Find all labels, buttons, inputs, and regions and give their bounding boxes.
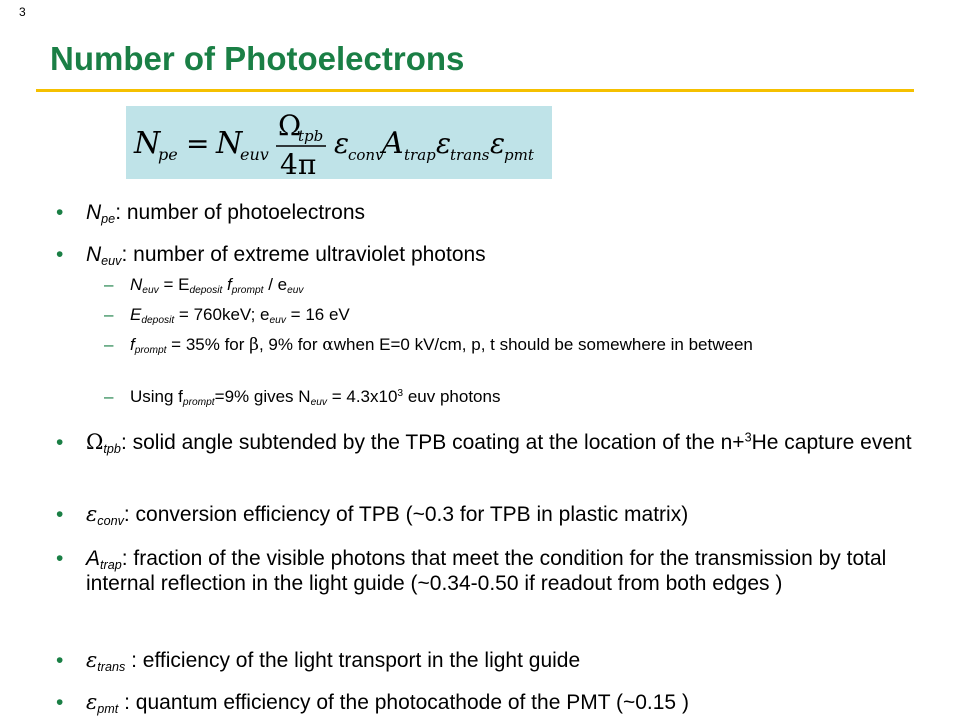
- subscript: prompt: [134, 345, 167, 357]
- subscript: deposit: [141, 315, 175, 327]
- symbol: A: [86, 547, 101, 570]
- dash-marker: –: [104, 305, 114, 324]
- sub-bullet-using-fprompt: [104, 386, 920, 409]
- bullet-dot: •: [56, 649, 64, 672]
- subscript: euv: [310, 397, 327, 409]
- subscript: pe: [101, 211, 116, 226]
- svg-text:A: A: [382, 126, 404, 161]
- subscript: prompt: [182, 397, 215, 409]
- subscript: trans: [97, 659, 126, 674]
- bullet-pmt: [56, 690, 926, 716]
- bullet-dot: •: [56, 431, 64, 454]
- text-part: =9% gives N: [214, 387, 311, 406]
- subscript: euv: [101, 253, 122, 268]
- symbol: N: [86, 201, 102, 224]
- bullet-dot: •: [56, 691, 64, 714]
- dash-marker: –: [104, 275, 114, 294]
- symbol: N: [86, 243, 102, 266]
- subscript: tpb: [103, 441, 121, 456]
- bullet-dot: •: [56, 201, 64, 224]
- svg-text:Ω: Ω: [278, 109, 302, 142]
- svg-text:pmt: pmt: [504, 146, 534, 164]
- beta-symbol: β: [249, 335, 259, 355]
- svg-text:conv: conv: [348, 146, 384, 164]
- bullet-conv: [56, 502, 926, 528]
- dash-marker: –: [104, 335, 114, 354]
- dash-marker: –: [104, 387, 114, 406]
- epsilon-symbol: ε: [86, 648, 98, 672]
- omega-symbol: Ω: [86, 430, 104, 454]
- bullet-npe: [56, 200, 926, 226]
- slide-title: Number of Photoelectrons: [50, 40, 465, 77]
- subscript: pmt: [97, 701, 119, 716]
- epsilon-symbol: ε: [86, 690, 98, 714]
- slide-number: 3: [19, 5, 26, 19]
- subscript: deposit: [189, 285, 223, 297]
- bullet-omega: [56, 430, 926, 456]
- subscript: euv: [269, 315, 286, 327]
- svg-text:ε: ε: [436, 127, 452, 160]
- text-part: = E: [158, 275, 190, 294]
- svg-text:trap: trap: [404, 146, 436, 164]
- subscript: trap: [100, 557, 122, 572]
- bullet-text: : fraction of the visible photons that meet the condition for the transmission by total internal reflection in the light guide (~0.34-0.50 if readout from both edges ): [86, 547, 887, 595]
- bullet-text: : number of extreme ultraviolet photons: [121, 243, 486, 266]
- subscript: euv: [287, 285, 304, 297]
- text-part: euv photons: [403, 387, 501, 406]
- svg-text:euv: euv: [240, 145, 269, 164]
- text-part: / e: [263, 275, 288, 294]
- bullet-text: : efficiency of the light transport in the light guide: [125, 649, 581, 672]
- text-part: = 16 eV: [285, 305, 350, 324]
- bullet-dot: •: [56, 503, 64, 526]
- text-part: Using f: [130, 387, 183, 406]
- bullet-dot: •: [56, 243, 64, 266]
- subscript: conv: [97, 513, 124, 528]
- svg-text:4π: 4π: [280, 148, 317, 179]
- sub-bullet-fprompt: [104, 334, 920, 357]
- bullet-trans: [56, 648, 926, 674]
- svg-text:tpb: tpb: [298, 127, 324, 145]
- text-part: f: [222, 275, 232, 294]
- text-part: when E=0 kV/cm, p, t should be somewhere in between: [333, 335, 753, 354]
- epsilon-symbol: ε: [86, 502, 98, 526]
- text-part: = 35% for: [166, 335, 250, 354]
- svg-text:pe: pe: [158, 145, 178, 164]
- bullet-neuv: [56, 242, 926, 268]
- alpha-symbol: α: [322, 335, 334, 355]
- bullet-text: : number of photoelectrons: [115, 201, 366, 224]
- sub-bullet-neuv-definition: [104, 274, 920, 297]
- bullet-text: : quantum efficiency of the photocathode of the PMT (~0.15 ): [118, 691, 689, 714]
- svg-text:ε: ε: [490, 127, 506, 160]
- text-part: = 760keV; e: [174, 305, 270, 324]
- bullet-trap: [56, 546, 926, 596]
- subscript: euv: [142, 285, 159, 297]
- text-part: = 4.3x10: [327, 387, 398, 406]
- bullet-text: He capture event: [751, 431, 912, 454]
- svg-text:trans: trans: [450, 146, 490, 164]
- text-part: f: [130, 335, 135, 354]
- text-part: N: [130, 275, 143, 294]
- subscript: prompt: [231, 285, 264, 297]
- svg-text:=: =: [186, 127, 210, 160]
- svg-text:N: N: [134, 126, 161, 161]
- superscript: 3: [744, 430, 752, 445]
- superscript: 3: [397, 387, 404, 399]
- bullet-dot: •: [56, 547, 64, 570]
- sub-bullet-edeposit: [104, 304, 920, 327]
- svg-text:N: N: [216, 126, 243, 161]
- bullet-text: : conversion efficiency of TPB (~0.3 for TPB in plastic matrix): [123, 503, 689, 526]
- bullet-text: : solid angle subtended by the TPB coating at the location of the n+: [120, 431, 745, 454]
- text-part: , 9% for: [258, 335, 323, 354]
- svg-text:ε: ε: [334, 127, 350, 160]
- text-part: E: [130, 305, 142, 324]
